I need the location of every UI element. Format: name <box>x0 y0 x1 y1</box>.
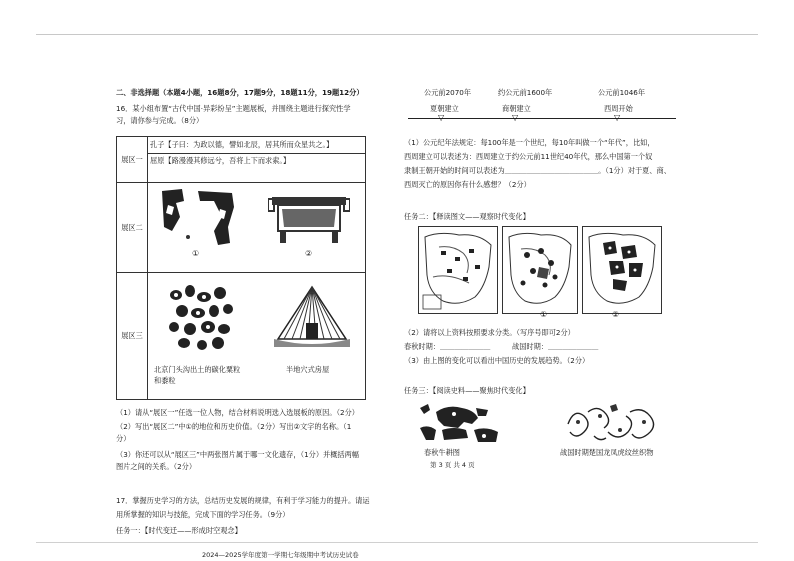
grain-caption-2: 和黍粒 <box>154 376 176 385</box>
q16-question-2: （2）写出“展区二”中①的地位和历史价值。（2分）写出②文字的名称。（1 <box>116 422 352 431</box>
ox-plowing-image <box>414 400 512 446</box>
page-number: 第 3 页 共 4 页 <box>430 461 475 469</box>
timeline-marker-3: ▽ <box>614 113 621 122</box>
timeline-event-3: 西周开始 <box>604 104 633 113</box>
timeline-marker-2: ▽ <box>512 113 519 122</box>
task-2-question-3: （3）由上图的变化可以看出中国历史的发展趋势。（2分） <box>404 356 590 365</box>
image-mark-1: ① <box>192 249 200 258</box>
section-title: 二、非选择题（本题4小题，16题8分，17题9分，18题11分，19题12分） <box>116 88 364 97</box>
timeline-axis <box>408 118 676 119</box>
exam-page <box>112 84 692 559</box>
carbonized-grain-image <box>164 281 238 361</box>
exhibit-row-1 <box>117 137 365 183</box>
task-3-title: 任务三：【阅读史料——聚焦时代变化】 <box>404 386 530 395</box>
q17-task-1: 任务一：【时代变迁——形成时空观念】 <box>116 526 242 535</box>
q16-question-1: （1）请从“展区一”任选一位人物，结合材料说明选入选展板的原因。（2分） <box>116 408 359 417</box>
q16-question-2-cont: 分） <box>116 434 131 443</box>
timeline-marker-1: ▽ <box>438 113 445 122</box>
map-mark-1: ① <box>540 310 548 319</box>
ox-plowing-caption: 春秋牛耕图 <box>424 448 460 457</box>
silk-fabric-image <box>564 402 662 446</box>
timeline-date-1: 公元前2070年 <box>424 88 472 97</box>
q16-question-3: （3）你还可以从“展区三”中两张图片属于哪一文化遗存，（1分）并概括两幅 <box>116 450 359 459</box>
q17-part1-line3: 隶制王朝开始的时间可以表述为＿＿＿＿＿＿＿＿＿＿＿＿＿。（1分）对于夏、商、 <box>404 166 671 175</box>
q16-question-3-cont: 图片之间的关系。（2分） <box>116 462 197 471</box>
map-1 <box>418 226 498 314</box>
grain-caption-1: 北京门头沟出土的碳化粟粒 <box>154 365 241 374</box>
q17-line-1: 17．掌握历史学习的方法，总结历史发展的规律，有利于学习能力的提升。请运 <box>116 496 370 505</box>
pit-house-image <box>272 283 352 355</box>
q17-part1-line2: 西周建立可以表述为：西周建立于约公元前11世纪40年代，那么中国第一个奴 <box>404 152 653 161</box>
scan-top-edge <box>36 34 758 35</box>
q17-line-2: 用所掌握的知识与技能，完成下面的学习任务。（9分） <box>116 510 290 519</box>
exhibit-row-3 <box>117 273 365 399</box>
confucius-quote: 孔子【子曰：为政以德，譬如北辰，居其所而众星共之。】 <box>150 140 334 149</box>
silk-fabric-caption: 战国时期楚国龙凤虎纹丝织物 <box>560 448 654 457</box>
scan-bottom-edge <box>36 542 758 543</box>
exhibit-table <box>116 136 366 400</box>
q16-intro-cont: 习，请你参与完成。（8分） <box>116 116 204 125</box>
timeline-date-2: 约公元前1600年 <box>498 88 553 97</box>
exhibit-label-1: 展区一 <box>117 137 148 182</box>
q17-part1-line1: （1）公元纪年法规定：每100年是一个世纪，每10年叫做一个“年代”，比如， <box>404 138 655 147</box>
timeline-event-1: 夏朝建立 <box>430 104 459 113</box>
spring-autumn-answer: 春秋时期：＿＿＿＿＿＿＿ <box>404 342 491 351</box>
timeline-date-3: 公元前1046年 <box>598 88 646 97</box>
exhibit-row-2 <box>117 183 365 273</box>
q17-part1-line4: 西周灭亡的原因你有什么感想？（2分） <box>404 180 531 189</box>
exhibit-label-2: 展区二 <box>117 183 148 272</box>
task-2-question-2: （2）请将以上资料按照要求分类。（写序号即可2分） <box>404 328 575 337</box>
map-3 <box>582 226 662 314</box>
oracle-bone-image <box>158 187 238 247</box>
exam-title: 2024—2025学年度第一学期七年级期中考试历史试卷 <box>202 551 359 559</box>
bronze-ding-image <box>268 193 350 245</box>
warring-states-answer: 战国时期：＿＿＿＿＿＿＿ <box>512 342 599 351</box>
task-2-title: 任务二：【释读图文——观察时代变化】 <box>404 212 530 221</box>
image-mark-2: ② <box>305 249 313 258</box>
q16-intro: 16．某小组布置“古代中国·异彩纷呈”主题展板，并围绕主题进行探究性学 <box>116 104 351 113</box>
exhibit-label-3: 展区三 <box>117 273 148 399</box>
quyuan-quote: 屈原【路漫漫其修远兮，吾将上下而求索。】 <box>150 156 291 165</box>
pit-house-caption: 半地穴式房屋 <box>286 365 330 374</box>
timeline-event-2: 商朝建立 <box>502 104 531 113</box>
map-mark-2: ② <box>612 310 620 319</box>
map-2 <box>502 226 578 314</box>
